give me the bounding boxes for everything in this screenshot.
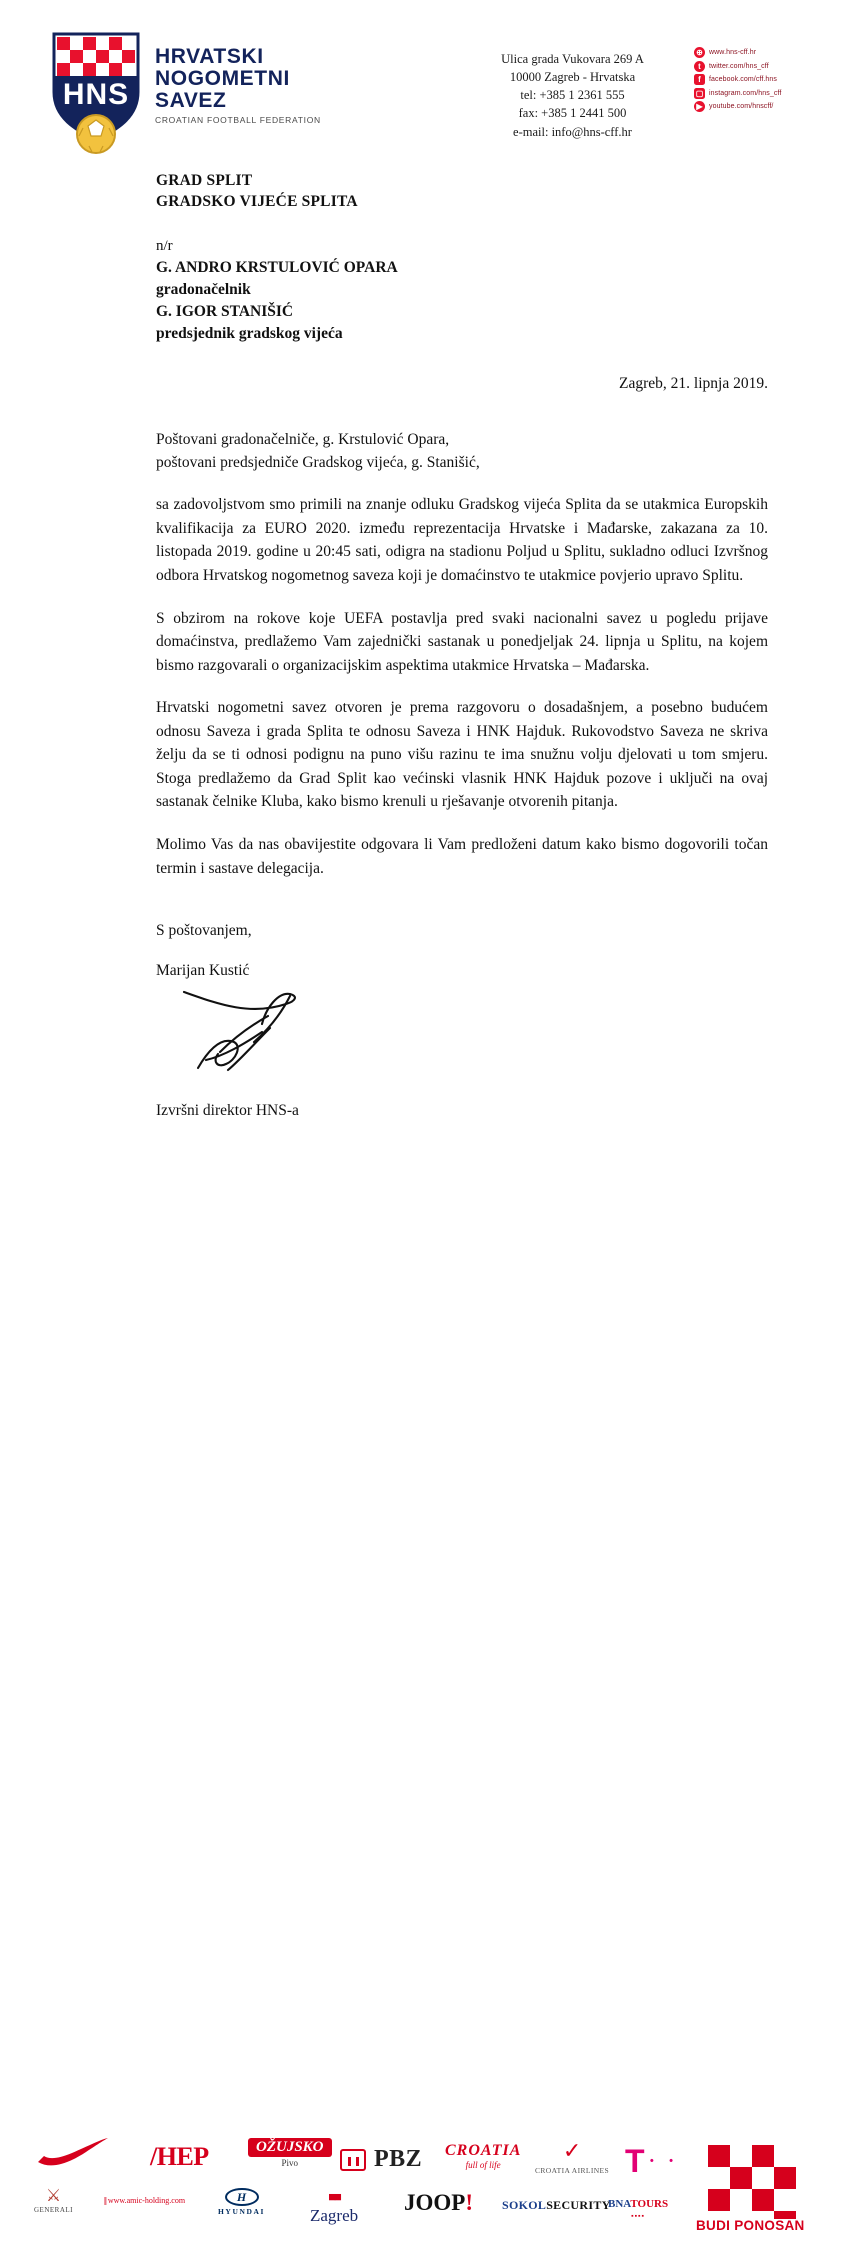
sponsor-t-com xyxy=(625,2145,677,2177)
croatia-wordmark: CROATIA xyxy=(445,2142,522,2159)
salutation-line-1: Poštovani gradonačelniče, g. Krstulović Opara, xyxy=(156,431,450,449)
social-link-facebook[interactable] xyxy=(694,74,806,85)
budi-ponosan-logo xyxy=(690,2145,822,2237)
sponsor-croatia-airlines xyxy=(535,2138,609,2175)
facebook-icon: f xyxy=(694,74,705,85)
pbz-mark-icon xyxy=(340,2149,366,2171)
sokol-security-label: SECURITY xyxy=(546,2198,611,2212)
addressee-line-1: GRAD SPLIT xyxy=(156,172,253,189)
croatia-airlines-label: CROATIA AIRLINES xyxy=(535,2166,610,2175)
generali-label: GENERALI xyxy=(34,2206,73,2214)
budi-ponosan-label: BUDI PONOSAN xyxy=(696,2218,805,2233)
attention-role-2: predsjednik gradskog vijeća xyxy=(156,325,343,343)
bna-wordmark: BNA xyxy=(608,2198,631,2210)
sponsor-bna-tours xyxy=(608,2194,668,2220)
ozujsko-wordmark: OŽUJSKO xyxy=(248,2138,332,2157)
instagram-icon: ▢ xyxy=(695,88,704,98)
sponsor-hyundai xyxy=(218,2188,265,2216)
sponsor-croatia-full-of-life xyxy=(445,2142,521,2170)
joop-wordmark: JOOP xyxy=(404,2190,466,2215)
pbz-wordmark: PBZ xyxy=(374,2146,423,2172)
attention-label: n/r xyxy=(156,238,173,255)
letterhead-header xyxy=(0,22,849,147)
hyundai-label: HYUNDAI xyxy=(218,2207,266,2216)
sponsor-generali xyxy=(34,2186,73,2214)
attention-block xyxy=(156,236,768,345)
social-link-youtube[interactable] xyxy=(694,101,806,112)
social-link-instagram[interactable] xyxy=(694,88,806,99)
youtube-icon: ▶ xyxy=(694,101,705,112)
paragraph-4: Molimo Vas da nas obavijestite odgovara li Vam predloženi datum kako bismo dogovorili točan termin i sastave delegacija. xyxy=(156,835,768,877)
paragraph-3: Hrvatski nogometni savez otvoren je prema razgovoru o dosadašnjem, a posebno budućem odnosu Saveza i grada Splita te odnosu Saveza i HNK Hajduk. Rukovodstvo Saveza ne skriva želju da se ti odnosi podignu na puno višu razinu te ima snužnu volju djelovati u tom smjeru. Stoga predlažemo da Grad Split kao većinski vlasnik HNK Hajduk pozove i uključi na ovaj sastanak čelnike Kluba, kako bismo krenuli u rješavanje otvorenih pitanja. xyxy=(156,699,768,811)
brand-line-2: NOGOMETNI xyxy=(155,66,290,90)
svg-text:HNS: HNS xyxy=(62,78,130,111)
social-twitter-label: twitter.com/hns_cff xyxy=(709,62,769,70)
telephone: tel: +385 1 2361 555 xyxy=(520,88,625,103)
hns-crest-logo xyxy=(48,30,144,154)
addressee-block xyxy=(156,170,768,212)
ozujsko-sub: Pivo xyxy=(281,2158,299,2168)
brand-name xyxy=(155,46,321,125)
generali-lion-icon: ⚔ xyxy=(45,2186,62,2205)
addressee-line-2: GRADSKO VIJEĆE SPLITA xyxy=(156,193,358,211)
social-facebook-label: facebook.com/cff.hns xyxy=(709,76,778,83)
t-wordmark: T xyxy=(625,2143,645,2179)
joop-exclamation: ! xyxy=(465,2190,474,2215)
sponsor-ozujsko xyxy=(248,2138,332,2168)
t-dots-icon: · · xyxy=(647,2146,678,2175)
letter-body xyxy=(156,170,768,1120)
closing-line: S poštovanjem, xyxy=(156,922,252,940)
letter-date: Zagreb, 21. lipnja 2019. xyxy=(619,375,768,393)
fax: fax: +385 1 2441 500 xyxy=(518,106,627,121)
sponsor-footer xyxy=(0,1060,849,2233)
social-link-twitter[interactable] xyxy=(694,61,806,72)
amic-label: www.amic-holding.com xyxy=(107,2196,186,2205)
paragraph-2: S obzirom na rokove koje UEFA postavlja pred svaki nacionalni savez u pogledu prijave domaćinstva, predlažemo Vam zajednički sastanak u ponedjeljak 24. lipnja u Splitu, na kojem bismo razgovarali o organizacijskim aspektima utakmice Hrvatska – Mađarska. xyxy=(156,609,768,674)
nike-swoosh-icon xyxy=(36,2138,110,2168)
sponsor-sokol-security xyxy=(502,2198,611,2213)
email: e-mail: info@hns-cff.hr xyxy=(513,124,632,139)
attention-role-1: gradonačelnik xyxy=(156,281,251,299)
attention-name-2: G. IGOR STANIŠIĆ xyxy=(156,303,294,321)
paragraph-1: sa zadovoljstvom smo primili na znanje odluku Gradskog vijeća Splita da se utakmica Europskih kvalifikacija za EURO 2020. između reprezentacija Hrvatske i Mađarske, zakazana za 10. listopada 2019. godine u 20:45 sati, odigra na stadionu Poljud u Splitu, sukladno odluci Izvršnog odbora Hrvatskog nogometnog saveza koji je domaćinstvo te utakmice povjerio upravo Splitu. xyxy=(156,496,768,585)
sokol-wordmark: SOKOL xyxy=(502,2198,547,2212)
sponsor-amic xyxy=(104,2196,185,2205)
sponsor-pbz xyxy=(340,2146,422,2173)
address-line-1: Ulica grada Vukovara 269 A xyxy=(501,52,644,66)
attention-name-1: G. ANDRO KRSTULOVIĆ OPARA xyxy=(156,259,398,277)
social-links xyxy=(694,47,806,115)
globe-icon: ⊕ xyxy=(694,47,705,58)
social-youtube-label: youtube.com/hnscff/ xyxy=(709,103,774,110)
zagreb-mark-icon: ■■ xyxy=(328,2189,340,2204)
social-website-label: www.hns-cff.hr xyxy=(709,49,757,56)
address-line-2: 10000 Zagreb - Hrvatska xyxy=(509,70,636,85)
zagreb-label: Zagreb xyxy=(310,2206,359,2225)
social-link-website[interactable] xyxy=(694,47,806,58)
signer-role: Izvršni direktor HNS-a xyxy=(156,1102,299,1120)
twitter-icon: t xyxy=(694,61,705,72)
bna-tours-label: TOURS xyxy=(630,2198,669,2210)
contact-block xyxy=(470,50,675,141)
croatia-airlines-icon: ✓ xyxy=(562,2138,582,2163)
sponsor-joop xyxy=(404,2190,473,2216)
amic-bars-icon: ||| xyxy=(104,2196,106,2205)
bna-dots-icon: ▪▪▪▪ xyxy=(631,2212,646,2220)
signer-name: Marijan Kustić xyxy=(156,962,250,980)
salutation-line-2: poštovani predsjedniče Gradskog vijeća, g. Stanišić, xyxy=(156,453,480,471)
brand-line-1: HRVATSKI xyxy=(155,45,264,68)
social-instagram-label: instagram.com/hns_cff xyxy=(709,89,782,97)
sponsor-zagreb xyxy=(310,2188,358,2226)
croatia-tagline: full of life xyxy=(465,2160,501,2170)
hyundai-oval-icon: H xyxy=(225,2188,259,2206)
salutation xyxy=(156,429,768,474)
brand-subtitle: CROATIAN FOOTBALL FEDERATION xyxy=(155,115,321,126)
sponsor-hep: /HEP xyxy=(150,2142,209,2171)
brand-line-3: SAVEZ xyxy=(155,88,227,112)
